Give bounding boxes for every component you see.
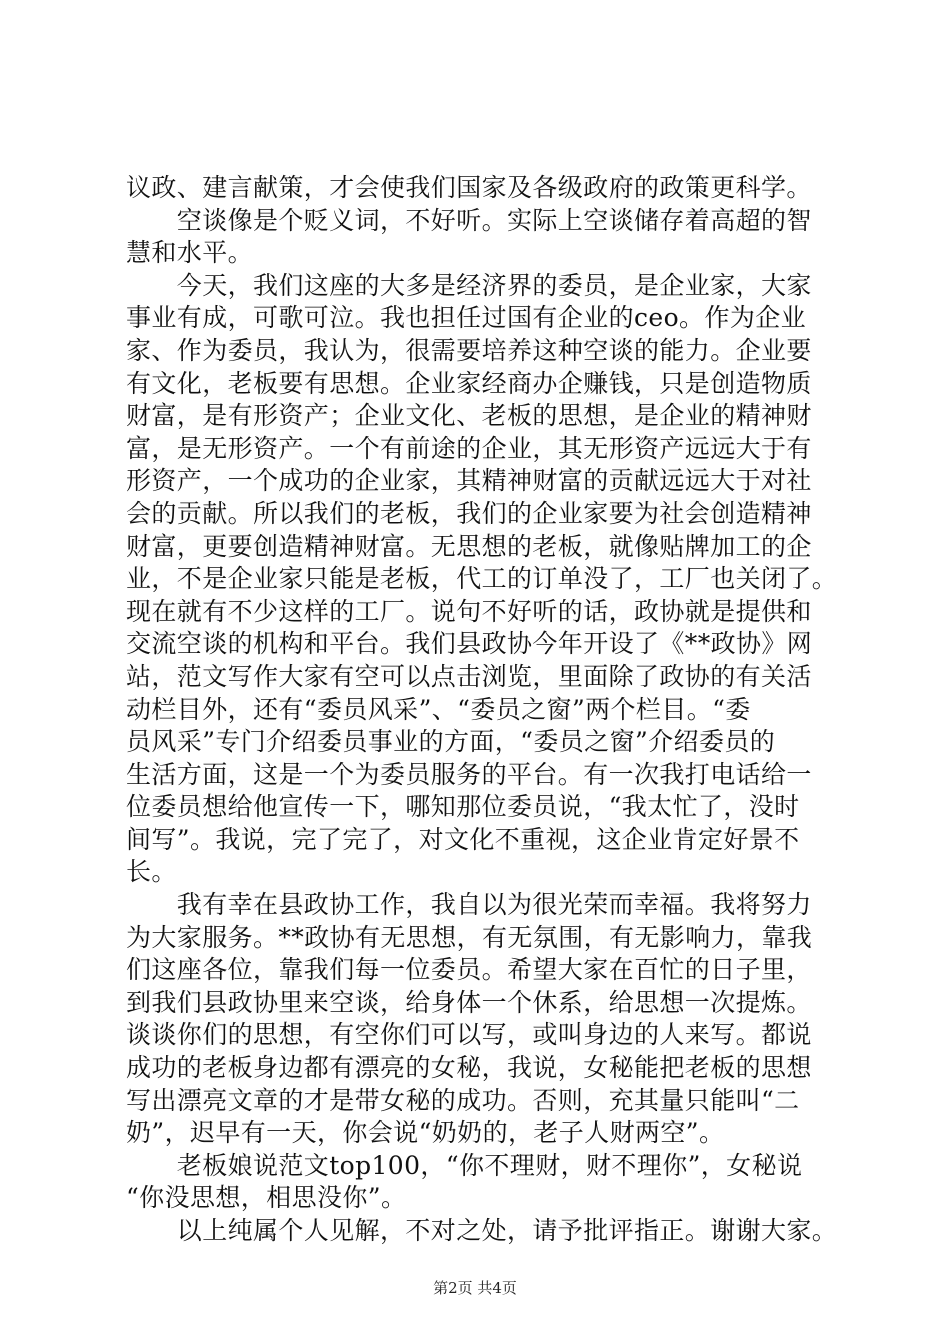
text-line: 形资产，一个成功的企业家，其精神财富的贡献远远大于对社 <box>126 466 812 496</box>
text-line: 有文化，老板要有思想。企业家经商办企赚钱，只是创造物质 <box>126 368 812 398</box>
text-line: 以上纯属个人见解，不对之处，请予批评指正。谢谢大家。 <box>126 1216 838 1245</box>
text-line: 家、作为委员，我认为，很需要培养这种空谈的能力。企业要 <box>126 335 812 365</box>
text-line: 为大家服务。**政协有无思想，有无氛围，有无影响力，靠我 <box>126 922 813 952</box>
text-line: 我有幸在县政协工作，我自以为很光荣而幸福。我将努力 <box>126 890 812 920</box>
text-line: 现在就有不少这样的工厂。说句不好听的话，政协就是提供和 <box>126 596 812 626</box>
text-line: 会的贡献。所以我们的老板，我们的企业家要为社会创造精神 <box>126 498 812 528</box>
text-line: 空谈像是个贬义词，不好听。实际上空谈储存着高超的智 <box>126 205 812 235</box>
text-line: 奶”，迟早有一天，你会说“奶奶的，老子人财两空”。 <box>126 1118 725 1148</box>
text-line: 业，不是企业家只能是老板，代工的订单没了，工厂也关闭了。 <box>126 564 838 594</box>
text-line: 们这座各位，靠我们每一位委员。希望大家在百忙的日子里， <box>126 955 812 985</box>
text-line: 议政、建言献策，才会使我们国家及各级政府的政策更科学。 <box>126 173 812 202</box>
text-line: 间写”。我说，完了完了，对文化不重视，这企业肯定好景不 <box>126 824 800 854</box>
text-line: 长。 <box>126 857 177 887</box>
text-line: 位委员想给他宣传一下，哪知那位委员说，“我太忙了，没时 <box>126 792 800 822</box>
text-line: 财富，是有形资产；企业文化、老板的思想，是企业的精神财 <box>126 401 812 431</box>
text-line: 成功的老板身边都有漂亮的女秘，我说，女秘能把老板的思想 <box>126 1053 812 1083</box>
text-line: 老板娘说范文top100，“你不理财，财不理你”，女秘说 <box>126 1150 803 1180</box>
text-line: “你没思想，相思没你”。 <box>126 1183 407 1213</box>
text-line: 今天，我们这座的大多是经济界的委员，是企业家，大家 <box>126 270 812 300</box>
text-line: 写出漂亮文章的才是带女秘的成功。否则，充其量只能叫“二 <box>126 1085 800 1115</box>
text-line: 交流空谈的机构和平台。我们县政协今年开设了《**政协》网 <box>126 629 813 659</box>
text-line: 动栏目外，还有“委员风采”、“委员之窗”两个栏目。“委 <box>126 694 751 724</box>
text-line: 站，范文写作大家有空可以点击浏览，里面除了政协的有关活 <box>126 661 812 691</box>
text-line: 慧和水平。 <box>126 238 254 268</box>
page-number-label: 第2页 共4页 <box>433 1279 517 1297</box>
text-line: 谈谈你们的思想，有空你们可以写，或叫身边的人来写。都说 <box>126 1020 812 1050</box>
text-line: 生活方面，这是一个为委员服务的平台。有一次我打电话给一 <box>126 759 812 789</box>
text-line: 财富，更要创造精神财富。无思想的老板，就像贴牌加工的企 <box>126 531 812 561</box>
document-body <box>126 172 836 1248</box>
text-line: 到我们县政协里来空谈，给身体一个休系，给思想一次提炼。 <box>126 987 812 1017</box>
text-line: 事业有成，可歌可泣。我也担任过国有企业的ceo。作为企业 <box>126 303 807 333</box>
text-line: 员风采”专门介绍委员事业的方面，“委员之窗”介绍委员的 <box>126 727 776 757</box>
text-line: 富，是无形资产。一个有前途的企业，其无形资产远远大于有 <box>126 433 812 463</box>
page-footer <box>0 1278 950 1298</box>
